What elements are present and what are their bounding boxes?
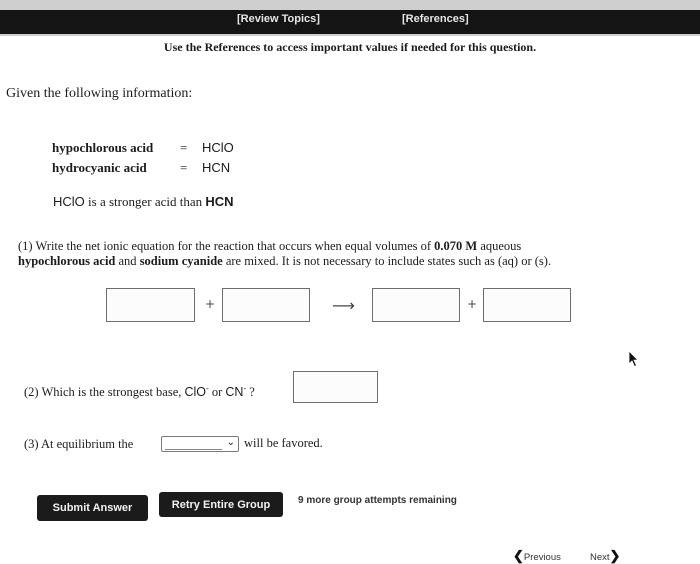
- q2-text: ?: [246, 385, 255, 400]
- next-label: Next: [590, 552, 610, 563]
- reaction-arrow-icon: ⟶: [332, 296, 355, 315]
- charge-superscript: -: [206, 384, 209, 393]
- chevron-right-icon: ❯: [609, 548, 621, 563]
- base-reactant: sodium cyanide: [139, 254, 223, 268]
- review-topics-link[interactable]: [Review Topics]: [237, 13, 320, 25]
- stronger-acid: HClO: [53, 194, 85, 209]
- question-number: (1): [18, 239, 33, 253]
- attempts-remaining: 9 more group attempts remaining: [298, 495, 457, 506]
- comparison-text: is a stronger acid than: [84, 194, 206, 209]
- charge-superscript: -: [243, 384, 247, 393]
- acid-formula: HCN: [202, 160, 231, 175]
- previous-label: Previous: [523, 552, 561, 563]
- equals-sign: =: [180, 160, 188, 175]
- toolbar-strip: [0, 10, 700, 34]
- strongest-base-input[interactable]: [293, 371, 378, 403]
- top-toolbar: [0, 0, 700, 36]
- retry-group-button[interactable]: Retry Entire Group: [159, 492, 283, 517]
- references-hint: Use the References to access important values if needed for this question.: [163, 40, 537, 54]
- acid-reactant: hypochlorous acid: [18, 254, 116, 268]
- previous-button[interactable]: [513, 548, 561, 564]
- plus-sign: +: [467, 297, 478, 311]
- concentration: 0.070 M: [434, 239, 478, 253]
- submit-answer-button[interactable]: Submit Answer: [37, 495, 148, 521]
- mouse-cursor-icon: [627, 350, 639, 368]
- product-2-input[interactable]: [483, 288, 571, 322]
- question-1-prompt: [18, 239, 658, 269]
- q1-text: aqueous: [477, 239, 522, 253]
- reactant-1-input[interactable]: [106, 288, 195, 322]
- select-value: [165, 440, 222, 450]
- acid-formula: HClO: [202, 140, 234, 155]
- q1-text: and: [115, 254, 140, 268]
- acid-name: hypochlorous acid: [52, 140, 154, 155]
- next-button[interactable]: [590, 548, 620, 564]
- base-option-2: CN: [225, 385, 244, 400]
- equals-sign: =: [180, 140, 188, 155]
- question-2-prompt: [24, 384, 255, 400]
- references-link[interactable]: [References]: [402, 13, 469, 25]
- plus-sign: +: [205, 297, 216, 311]
- product-1-input[interactable]: [372, 288, 460, 322]
- q1-text: Write the net ionic equation for the reaction that occurs when equal volumes of: [32, 239, 435, 253]
- question-3-tail: will be favored.: [244, 436, 323, 450]
- given-intro: Given the following information:: [6, 86, 193, 101]
- q2-text: (2) Which is the strongest base,: [24, 385, 185, 400]
- acid-name: hydrocyanic acid: [52, 160, 147, 175]
- equilibrium-side-select[interactable]: [161, 436, 239, 452]
- reactant-2-input[interactable]: [222, 288, 310, 322]
- base-option-1: ClO: [184, 385, 207, 400]
- q1-text: are mixed. It is not necessary to include states such as (aq) or (s).: [222, 254, 552, 268]
- weaker-acid: HCN: [205, 194, 234, 209]
- question-3-prompt: (3) At equilibrium the: [24, 437, 134, 451]
- chevron-down-icon: ⌄: [226, 437, 235, 448]
- acid-strength-statement: [53, 194, 234, 210]
- chevron-left-icon: ❮: [513, 548, 524, 563]
- q2-text: or: [208, 385, 226, 400]
